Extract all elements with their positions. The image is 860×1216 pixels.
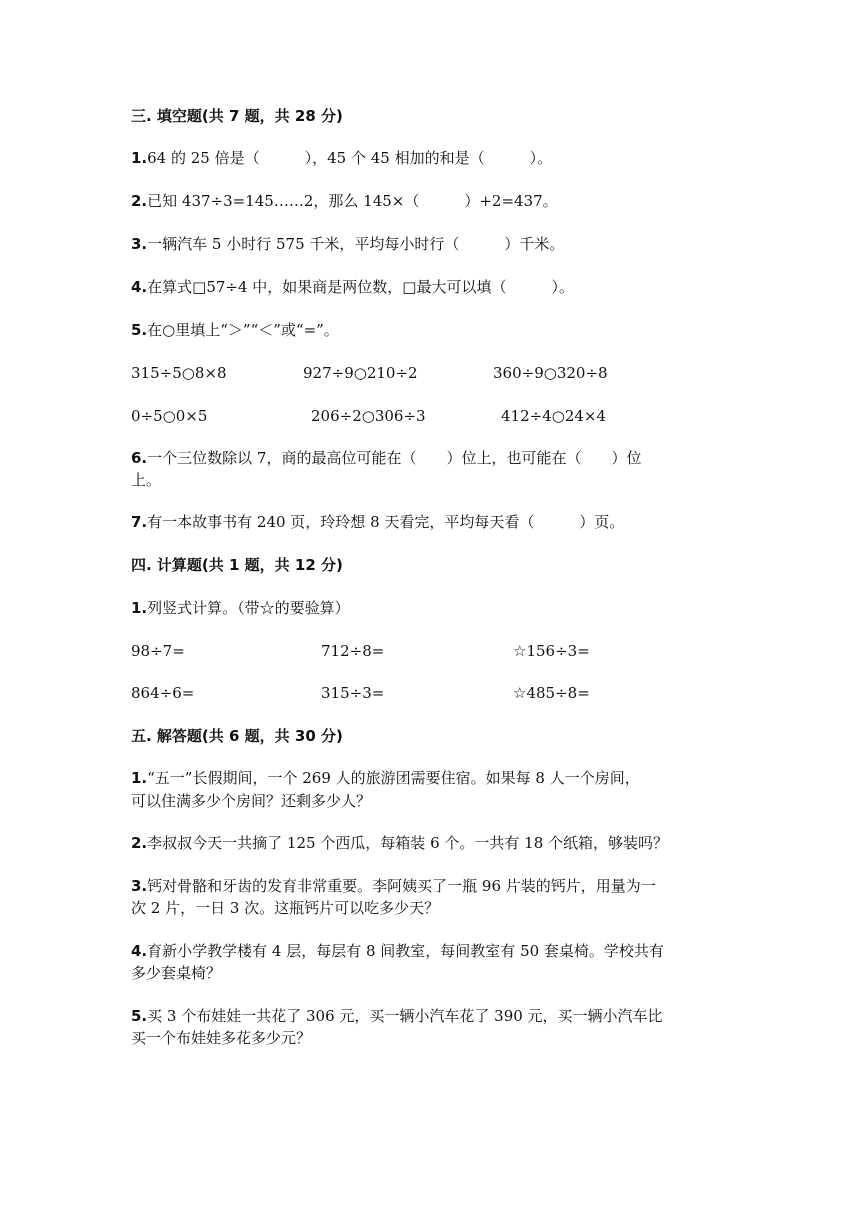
question-number: 2. (131, 834, 148, 852)
question-3-7 (131, 511, 624, 533)
question-text: 列竖式计算。（带☆的要验算） (147, 599, 350, 617)
calc-item: 864÷6= (131, 684, 195, 702)
question-5-3-continued: 次 2 片，一日 3 次。这瓶钙片可以吃多少天？ (131, 899, 440, 917)
question-5-1-continued: 可以住满多少个房间？还剩多少人？ (131, 792, 372, 810)
question-text: 一辆汽车 5 小时行 575 千米，平均每小时行（ ）千米。 (147, 235, 565, 253)
question-number: 5. (131, 321, 148, 339)
compare-item: 927÷9○210÷2 (303, 364, 418, 382)
question-number: 1. (131, 149, 148, 167)
question-text: 买 3 个布娃娃一共花了 306 元，买一辆小汽车花了 390 元，买一辆小汽车比 (147, 1007, 663, 1025)
question-number: 2. (131, 192, 148, 210)
question-5-5-continued: 买一个布娃娃多花多少元？ (131, 1029, 312, 1047)
question-number: 3. (131, 877, 148, 895)
question-text: 钙对骨骼和牙齿的发育非常重要。李阿姨买了一瓶 96 片装的钙片，用量为一 (147, 877, 656, 895)
question-number: 1. (131, 599, 148, 617)
question-text: 在○里填上“＞”“＜”或“=”。 (147, 321, 339, 339)
question-text: 育新小学教学楼有 4 层，每层有 8 间教室，每间教室有 50 套桌椅。学校共有 (147, 942, 664, 960)
question-3-6 (131, 447, 641, 469)
question-text: 在算式□57÷4 中，如果商是两位数，□最大可以填（ ）。 (147, 278, 574, 296)
question-3-3 (131, 233, 564, 255)
question-number: 1. (131, 769, 148, 787)
compare-item: 206÷2○306÷3 (311, 407, 426, 425)
calc-item: ☆156÷3= (513, 642, 590, 660)
question-number: 3. (131, 235, 148, 253)
question-3-5 (131, 319, 339, 341)
question-number: 5. (131, 1007, 148, 1025)
question-text: 已知 437÷3=145……2，那么 145×（ ）+2=437。 (147, 192, 558, 210)
calc-item: 98÷7= (131, 642, 185, 660)
compare-item: 360÷9○320÷8 (493, 364, 608, 382)
question-number: 6. (131, 449, 148, 467)
calc-item: 315÷3= (321, 684, 385, 702)
compare-item: 0÷5○0×5 (131, 407, 208, 425)
question-3-2 (131, 190, 558, 212)
calc-item: ☆485÷8= (513, 684, 590, 702)
compare-item: 412÷4○24×4 (501, 407, 607, 425)
question-text: “五一”长假期间，一个 269 人的旅游团需要住宿。如果每 8 人一个房间， (147, 769, 640, 787)
question-4-1 (131, 597, 350, 619)
question-3-6-continued: 上。 (131, 471, 162, 489)
question-5-1 (131, 767, 640, 789)
question-5-4-continued: 多少套桌椅？ (131, 964, 222, 982)
question-3-1 (131, 147, 552, 169)
section-heading-word-problems: 五. 解答题(共 6 题，共 30 分) (131, 727, 343, 745)
section-heading-fill-in: 三. 填空题(共 7 题，共 28 分) (131, 107, 343, 125)
question-number: 4. (131, 278, 148, 296)
section-heading-calculation: 四. 计算题(共 1 题，共 12 分) (131, 556, 343, 574)
question-3-4 (131, 276, 574, 298)
question-text: 有一本故事书有 240 页，玲玲想 8 天看完，平均每天看（ ）页。 (147, 513, 625, 531)
question-text: 李叔叔今天一共摘了 125 个西瓜，每箱装 6 个。一共有 18 个纸箱，够装吗？ (147, 834, 669, 852)
question-5-4 (131, 940, 664, 962)
question-text: 一个三位数除以 7，商的最高位可能在（ ）位上，也可能在（ ）位 (147, 449, 642, 467)
question-text: 64 的 25 倍是（ ），45 个 45 相加的和是（ ）。 (147, 149, 553, 167)
compare-item: 315÷5○8×8 (131, 364, 227, 382)
question-5-5 (131, 1005, 663, 1027)
question-5-2 (131, 832, 668, 854)
question-number: 7. (131, 513, 148, 531)
calc-item: 712÷8= (321, 642, 385, 660)
question-5-3 (131, 875, 656, 897)
question-number: 4. (131, 942, 148, 960)
